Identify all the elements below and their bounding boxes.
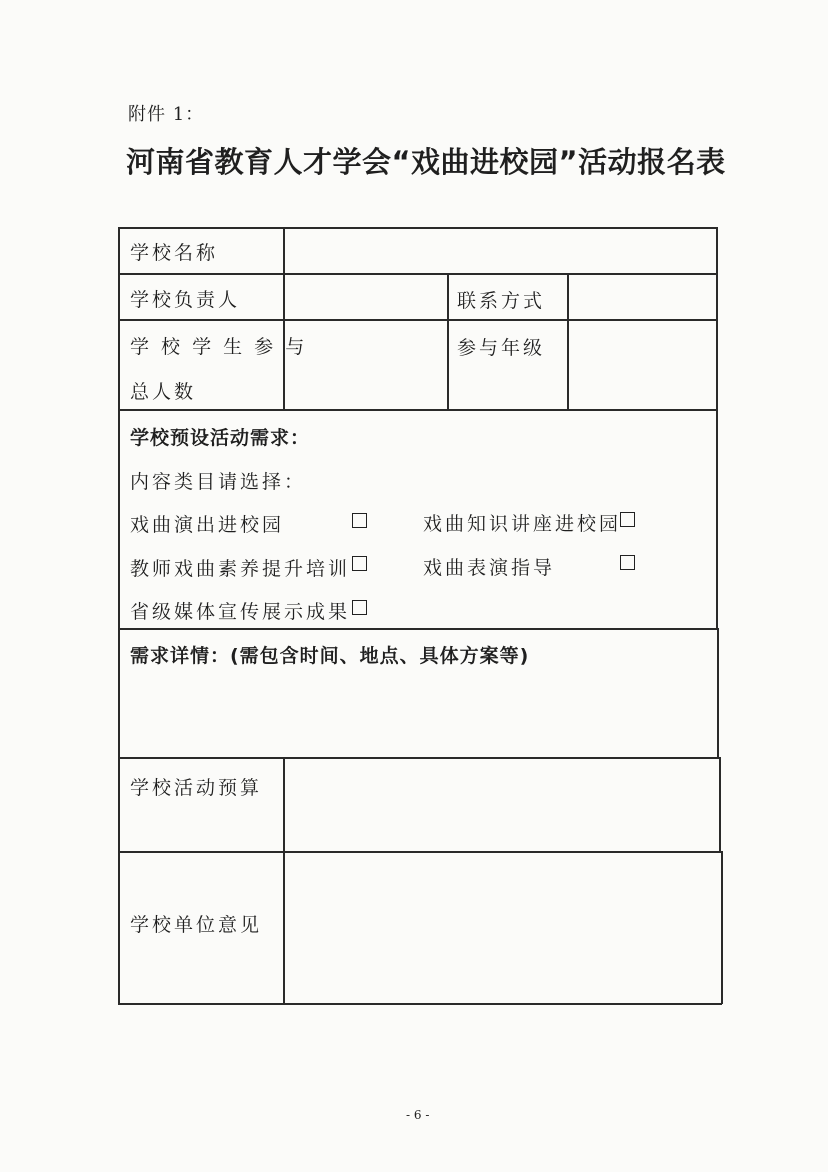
- option-checkbox[interactable]: [620, 555, 635, 570]
- option-checkbox[interactable]: [352, 513, 367, 528]
- budget-label: 学校活动预算: [130, 777, 263, 799]
- table-border-right: [717, 628, 719, 758]
- choose-category-label: 内容类目请选择：: [130, 471, 307, 493]
- option-checkbox[interactable]: [352, 556, 367, 571]
- page-title: 河南省教育人才学会“戏曲进校园”活动报名表: [126, 145, 726, 179]
- principal-label: 学校负责人: [130, 289, 241, 311]
- activity-needs-heading: 学校预设活动需求：: [130, 427, 311, 449]
- option-label: 教师戏曲素养提升培训: [130, 558, 351, 580]
- contact-label: 联系方式: [457, 290, 546, 312]
- option-checkbox[interactable]: [620, 512, 635, 527]
- table-rule: [118, 409, 718, 411]
- table-border-right: [719, 757, 721, 852]
- participants-label-line2: 总人数: [130, 381, 197, 403]
- page-number: - 6 -: [406, 1108, 430, 1122]
- details-heading: 需求详情：(需包含时间、地点、具体方案等): [130, 645, 530, 667]
- grades-label: 参与年级: [457, 337, 546, 359]
- table-col-divider: [283, 757, 285, 1004]
- table-rule: [118, 851, 721, 853]
- attachment-label: 附件 1：: [128, 104, 205, 125]
- table-col-divider: [447, 273, 449, 410]
- option-checkbox[interactable]: [352, 600, 367, 615]
- table-border-right: [716, 227, 718, 629]
- option-label: 戏曲演出进校园: [130, 514, 285, 536]
- table-border-top: [118, 227, 718, 229]
- table-rule: [118, 757, 720, 759]
- table-col-divider: [567, 273, 569, 410]
- table-border-bottom: [118, 1003, 722, 1005]
- school-name-label: 学校名称: [130, 242, 219, 264]
- option-label: 戏曲知识讲座进校园: [423, 513, 622, 535]
- table-border-left: [118, 227, 120, 1004]
- opinion-label: 学校单位意见: [130, 914, 263, 936]
- table-col-divider: [283, 227, 285, 410]
- table-rule: [118, 273, 718, 275]
- table-rule: [118, 319, 718, 321]
- option-label: 省级媒体宣传展示成果: [130, 601, 351, 623]
- table-border-right: [721, 851, 723, 1004]
- participants-label-line1: 学 校 学 生 参 与: [130, 336, 308, 358]
- table-rule: [118, 628, 718, 630]
- option-label: 戏曲表演指导: [423, 557, 556, 579]
